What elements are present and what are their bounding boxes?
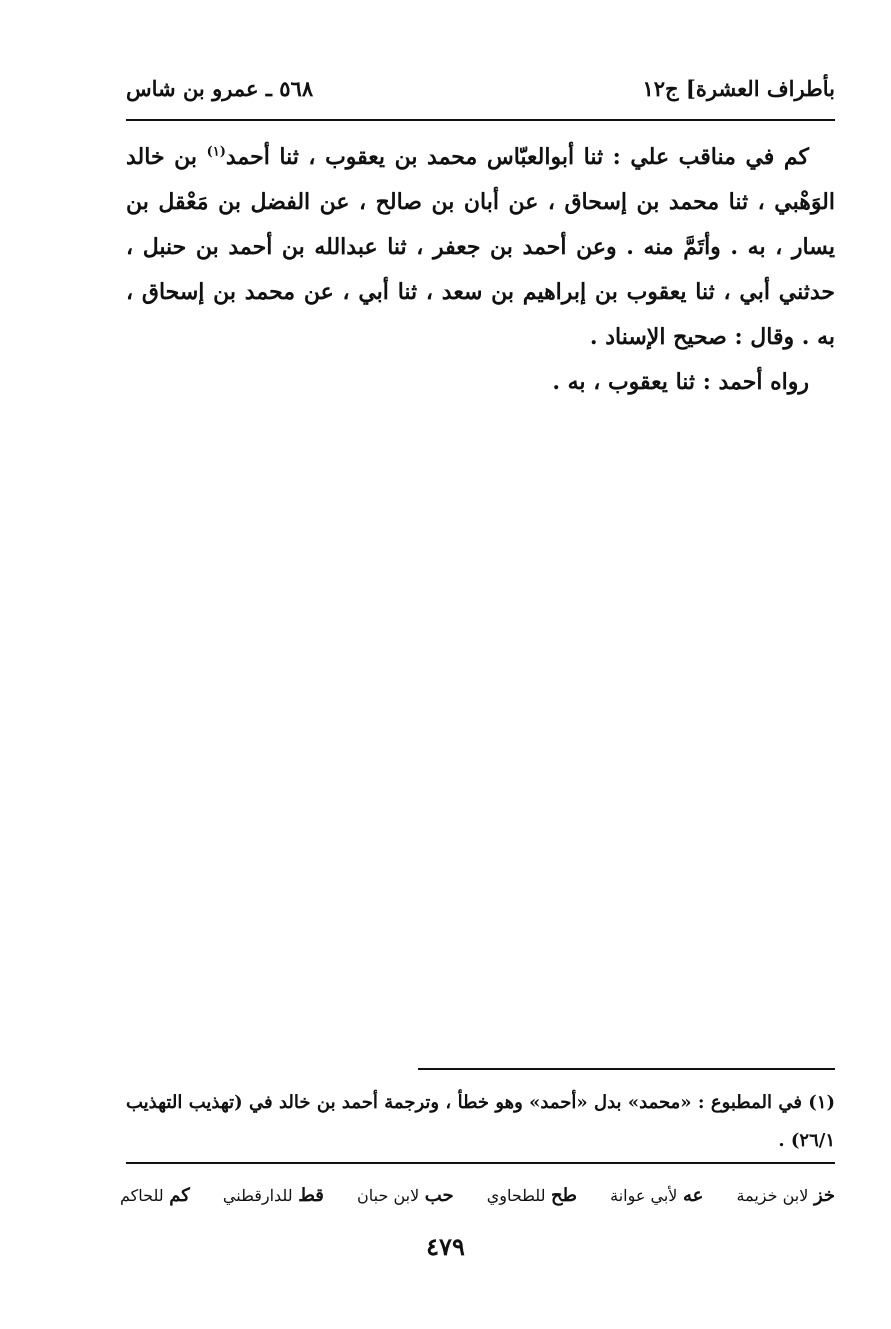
paragraph-2: رواه أحمد : ثنا يعقوب ، به . xyxy=(552,369,809,395)
abbreviation-source: للطحاوي xyxy=(486,1185,546,1205)
abbreviation-item xyxy=(737,1185,835,1206)
paragraph-1-part-b: بن خالد الوَهْبي ، ثنا محمد بن إسحاق ، عن أبان بن صالح ، عن الفضل بن مَعْقل بن يسار ، به . وأتَمَّ منه . وعن أحمد بن جعفر ، ثنا عبدالله بن أحمد بن حنبل ، حدثني أبي ، ثنا يعقوب بن إبراهيم بن سعد ، ثنا أبي ، عن محمد بن إسحاق ، به . وقال : صحيح الإسناد . xyxy=(126,144,835,350)
main-text xyxy=(126,135,835,405)
abbreviation-item xyxy=(610,1185,703,1206)
header-volume-title: بأطراف العشرة] ج١٢ xyxy=(642,75,835,101)
footnote-text: (١) في المطبوع : «محمد» بدل «أحمد» وهو خطأ ، وترجمة أحمد بن خالد في (تهذيب التهذيب ٢٦/١) . xyxy=(126,1092,835,1151)
paragraph-1 xyxy=(126,135,835,360)
abbreviation-code: حب xyxy=(424,1184,454,1206)
abbreviation-item xyxy=(487,1185,577,1206)
abbreviation-source: لابن خزيمة xyxy=(736,1185,809,1205)
abbreviations-legend xyxy=(120,1178,835,1212)
abbreviation-source: لأبي عوانة xyxy=(610,1185,678,1205)
abbreviation-code: عه xyxy=(683,1184,704,1206)
footnote-marker: (١) xyxy=(206,144,226,160)
abbreviations-rule xyxy=(126,1162,835,1164)
abbreviation-source: لابن حبان xyxy=(357,1185,420,1205)
abbreviation-item xyxy=(120,1185,190,1206)
footnote-rule xyxy=(418,1068,835,1070)
abbreviation-source: للحاكم xyxy=(120,1185,164,1205)
abbreviation-item xyxy=(357,1185,454,1206)
footnote xyxy=(126,1084,835,1160)
abbreviation-code: قط xyxy=(298,1184,324,1206)
abbreviation-code: خز xyxy=(813,1184,835,1206)
page-number: ٤٧٩ xyxy=(426,1232,465,1261)
paragraph-1-part-a: كم في مناقب علي : ثنا أبوالعبّاس محمد بن يعقوب ، ثنا أحمد xyxy=(225,144,809,170)
abbreviation-code: كم xyxy=(169,1184,190,1206)
abbreviation-code: طح xyxy=(551,1184,577,1206)
header-chapter-title: ٥٦٨ ـ عمرو بن شاس xyxy=(126,75,314,101)
running-header xyxy=(126,68,835,108)
abbreviation-source: للدارقطني xyxy=(222,1185,293,1205)
header-rule xyxy=(126,119,835,121)
abbreviation-item xyxy=(223,1185,324,1206)
